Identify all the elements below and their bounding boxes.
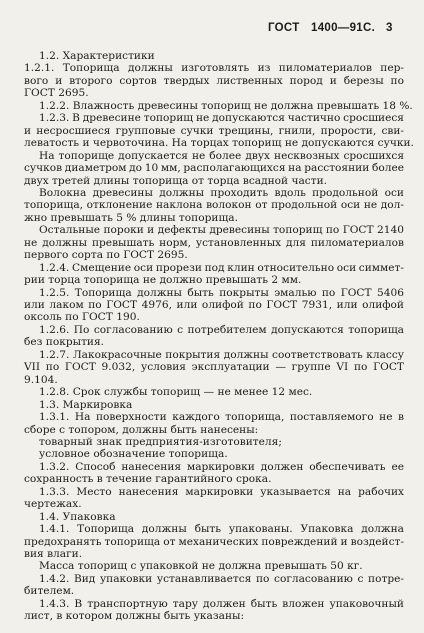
text-line: 1.3. Маркировка bbox=[39, 398, 133, 411]
text-line: бителем. bbox=[24, 585, 75, 598]
standard-label: ГОСТ bbox=[268, 22, 300, 34]
text-line: без покрытия. bbox=[24, 336, 105, 349]
text-line: вого и второго сортов твердых лиственных пород и березы по bbox=[24, 74, 404, 87]
text-line: 1.2.8. Срок службы топорищ — не менее 12 мес. bbox=[39, 386, 313, 399]
text-line: ГОСТ 2695. bbox=[24, 87, 89, 100]
text-line: 1.2.5. Топорища должны быть покрыты эмалью по ГОСТ 5406 bbox=[39, 286, 404, 299]
text-line: Остальные пороки и дефекты древесины топорищ по ГОСТ 2140 bbox=[39, 224, 404, 237]
text-line: вия влаги. bbox=[24, 548, 83, 560]
text-line: 1.3.2. Способ нанесения маркировки должен обеспечивать ее bbox=[39, 460, 404, 473]
text-line: чертежах. bbox=[24, 498, 82, 511]
text-line: 1.3.3. Место нанесения маркировки указывается на рабочих bbox=[39, 485, 404, 498]
text-line: товарный знак предприятия-изготовителя; bbox=[39, 435, 282, 448]
text-line: VII по ГОСТ 9.032, условия эксплуатации — группе VI по ГОСТ bbox=[24, 361, 404, 374]
text-line: жно превышать 5 % длины топорища. bbox=[24, 211, 238, 224]
text-line: первого сорта по ГОСТ 2695. bbox=[24, 249, 188, 262]
text-line: 1.2.6. По согласованию с потребителем допускаются топорища bbox=[39, 323, 404, 336]
text-line: сучков диаметром до 10 мм, располагающихся на расстоянии более bbox=[24, 162, 404, 175]
text-line: 1.4.3. В транспортную тару должен быть вложен упаковочный bbox=[39, 597, 404, 610]
text-line: 1.4.1. Топорища должны быть упакованы. Упаковка должна bbox=[39, 523, 404, 536]
text-line: условное обозначение топорища. bbox=[39, 448, 228, 461]
text-line: сборе с топором, должны быть нанесены: bbox=[24, 423, 259, 436]
text-line: леватость и червоточина. На торцах топорищ не допускаются сучки. bbox=[24, 137, 414, 150]
text-line: двух третей длины топорища от торца всадной части. bbox=[24, 174, 328, 187]
text-line: 1.4. Упаковка bbox=[39, 510, 116, 523]
text-line: Масса топорищ с упаковкой не должна превышать 50 кг. bbox=[39, 560, 363, 573]
text-line: 1.2. Характеристики bbox=[39, 50, 155, 62]
text-line: и несросшиеся групповые сучки трещины, гнили, прорости, сви- bbox=[24, 124, 404, 137]
text-line: 1.2.1. Топорища должны изготовлять из пиломатериалов пер- bbox=[24, 62, 404, 75]
text-line: оксоль по ГОСТ 190. bbox=[24, 311, 140, 324]
text-line: 1.2.7. Лакокрасочные покрытия должны соответствовать классу bbox=[39, 348, 404, 361]
text-line: рии торца топорища не должно превышать 2 мм. bbox=[24, 274, 302, 287]
text-line: 1.4.2. Вид упаковки устанавливается по согласованию с потре- bbox=[39, 572, 404, 585]
text-line: лист, в котором должны быть указаны: bbox=[24, 610, 245, 623]
page-number: 3 bbox=[386, 22, 393, 34]
text-line: предохранять топорища от механических повреждений и воздейст- bbox=[24, 535, 404, 548]
text-line: не должны превышать норм, установленных для пиломатериалов bbox=[24, 236, 404, 249]
text-line: 1.2.4. Смещение оси прорези под клин относительно оси симмет- bbox=[39, 261, 404, 274]
text-line: 1.2.3. В древесине топорищ не допускаются частично сросшиеся bbox=[39, 112, 404, 125]
text-line: 9.104. bbox=[24, 373, 58, 386]
text-line: Волокна древесины должны проходить вдоль продольной оси bbox=[39, 186, 404, 199]
text-line: 1.2.2. Влажность древесины топорищ не должна превышать 18 %. bbox=[39, 99, 413, 112]
text-line: сохранность в течение гарантийного срока. bbox=[24, 473, 272, 486]
standard-number: 1400—91 bbox=[311, 22, 363, 34]
text-line: 1.3.1. На поверхности каждого топорища, поставляемого не в bbox=[39, 411, 404, 424]
text-line: или лаком по ГОСТ 4976, или олифой по ГОСТ 7931, или олифой bbox=[24, 299, 404, 311]
text-line: На топорище допускается не более двух несквозных сросшихся bbox=[39, 149, 404, 162]
page-label: С. bbox=[363, 22, 376, 34]
page-header bbox=[0, 22, 424, 38]
text-line: топорища, отклонение наклона волокон от продольной оси не дол- bbox=[24, 199, 404, 212]
